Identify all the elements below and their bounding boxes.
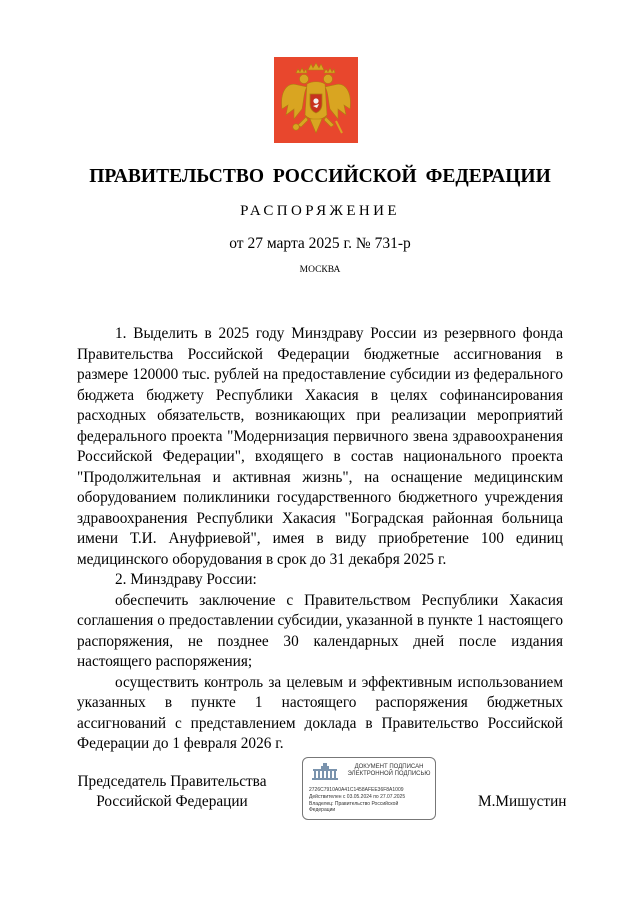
stamp-owner-line-1: Владелец: Правительство Российской (309, 801, 399, 807)
stamp-heading (343, 764, 435, 778)
signatory-position (76, 772, 268, 812)
stamp-heading-line-1: ДОКУМЕНТ ПОДПИСАН (354, 764, 424, 770)
coat-of-arms-of-russia-icon (274, 57, 358, 143)
stamp-owner-line-2: Федерации (309, 807, 336, 813)
signatory-name: М.Мишустин (478, 793, 567, 810)
paragraph-2-item-2: осуществить контроль за целевым и эффективным использованием указанных в пункте 1 настоящего распоряжения бюджетных ассигнований с представлением доклада в Правительство Российской Федерации до 1 февраля 2026 г. (77, 673, 563, 752)
document-date-number: от 27 марта 2025 г. № 731-р (229, 235, 411, 252)
paragraph-2: 2. Минздраву России: (115, 571, 257, 588)
paragraph-2-item-1: обеспечить заключение с Правительством Республики Хакасия соглашения о предоставлении субсидии, указанной в пункте 1 настоящего распоряжения, не позднее 30 календарных дней после издания настоящего распоряжения; (77, 591, 563, 670)
electronic-signature-stamp (302, 757, 436, 820)
stamp-validity: Действителен с 03.05.2024 по 27.07.2025 (309, 794, 406, 800)
signatory-position-line-1: Председатель Правительства (77, 773, 267, 790)
paragraph-1: 1. Выделить в 2025 году Минздраву России из резервного фонда Правительства Российской Федерации бюджетные ассигнования в размере 120000 тыс. рублей на предоставление субсидии из федерального бюджета бюджету Республики Хакасия в целях софинансирования расходных обязательств, возникающих при реализации мероприятий федерального проекта "Модернизация первичного звена здравоохранения Российской Федерации", входящего в состав национального проекта "Продолжительная и активная жизнь", на оснащение медицинским оборудованием поликлиники государственного бюджетного учреждения здравоохранения Республики Хакасия "Боградская районная больница имени Т.И. Ануфриевой", имея в виду приобретение 100 единиц медицинского оборудования в срок до 31 декабря 2025 г. (77, 325, 563, 568)
document-title: ПРАВИТЕЛЬСТВО РОССИЙСКОЙ ФЕДЕРАЦИИ (89, 166, 551, 187)
government-building-icon (311, 763, 339, 780)
signatory-position-line-2: Российской Федерации (96, 793, 248, 810)
stamp-heading-line-2: ЭЛЕКТРОННОЙ ПОДПИСЬЮ (347, 771, 431, 777)
stamp-serial: 2726C7910A0A41C1458AFEE36F8A1009 (309, 787, 404, 793)
document-body (77, 324, 563, 755)
document-type: РАСПОРЯЖЕНИЕ (240, 203, 400, 219)
document-city: МОСКВА (299, 265, 341, 275)
